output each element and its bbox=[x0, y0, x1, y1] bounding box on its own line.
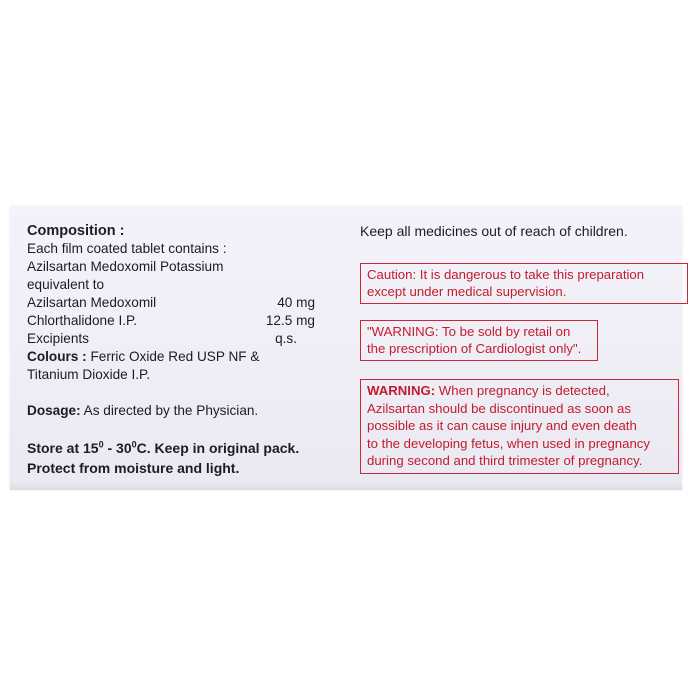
storage-text-c: C. Keep in original pack. bbox=[136, 440, 300, 456]
composition-column bbox=[27, 222, 337, 478]
warnings-column bbox=[360, 222, 678, 469]
dosage-label: Dosage: bbox=[27, 403, 81, 418]
composition-salt: Azilsartan Medoxomil Potassium bbox=[27, 259, 224, 274]
colours-line bbox=[27, 348, 337, 366]
ingredient-row bbox=[27, 312, 327, 330]
ingredient-name: Azilsartan Medoxomil bbox=[27, 295, 157, 310]
composition-equivalent: equivalent to bbox=[27, 277, 105, 292]
pregnancy-line-1-text: When pregnancy is detected, bbox=[435, 383, 610, 398]
storage-line-2: Protect from moisture and light. bbox=[27, 460, 240, 476]
composition-heading: Composition : bbox=[27, 223, 125, 239]
ingredient-value: 40 mg bbox=[277, 295, 315, 310]
ingredient-name: Excipients bbox=[27, 331, 89, 346]
pregnancy-line-4: to the developing fetus, when used in pregnancy bbox=[367, 435, 650, 451]
storage-text-b: - 30 bbox=[103, 440, 132, 456]
colours-label: Colours : bbox=[27, 349, 87, 364]
pregnancy-line-2: Azilsartan should be discontinued as soon as bbox=[367, 400, 631, 416]
pregnancy-warning-label: WARNING: bbox=[367, 383, 436, 398]
caution-box bbox=[360, 263, 688, 304]
retail-line-1: "WARNING: To be sold by retail on bbox=[367, 324, 571, 339]
retail-warning-box bbox=[360, 320, 598, 361]
composition-intro: Each film coated tablet contains : bbox=[27, 241, 227, 256]
pregnancy-line-5: during second and third trimester of pregnancy. bbox=[367, 453, 643, 469]
dosage-text: As directed by the Physician. bbox=[83, 403, 259, 418]
pregnancy-line-3: possible as it can cause injury and even death bbox=[367, 418, 637, 434]
colours-text-2: Titanium Dioxide I.P. bbox=[27, 367, 151, 382]
caution-line-2: except under medical supervision. bbox=[367, 284, 567, 299]
ingredient-row bbox=[27, 294, 327, 312]
colours-text-1: Ferric Oxide Red USP NF & bbox=[90, 349, 260, 364]
pregnancy-warning-box bbox=[360, 379, 679, 474]
caution-line-1: Caution: It is dangerous to take this preparation bbox=[367, 267, 645, 282]
keep-out-of-reach-text: Keep all medicines out of reach of children. bbox=[360, 223, 628, 239]
storage-line-1 bbox=[27, 438, 337, 458]
degree-mark: 0 bbox=[98, 439, 104, 450]
ingredient-value: 12.5 mg bbox=[265, 313, 315, 328]
dosage-line bbox=[27, 402, 337, 420]
pregnancy-line-1 bbox=[367, 382, 672, 400]
ingredient-value: q.s. bbox=[275, 331, 297, 346]
ingredient-row bbox=[27, 330, 327, 348]
medicine-carton-panel bbox=[10, 206, 682, 490]
ingredient-name: Chlorthalidone I.P. bbox=[27, 313, 138, 328]
retail-line-2: the prescription of Cardiologist only". bbox=[367, 341, 582, 356]
degree-mark: 0 bbox=[131, 439, 137, 450]
storage-text-a: Store at 15 bbox=[27, 440, 99, 456]
